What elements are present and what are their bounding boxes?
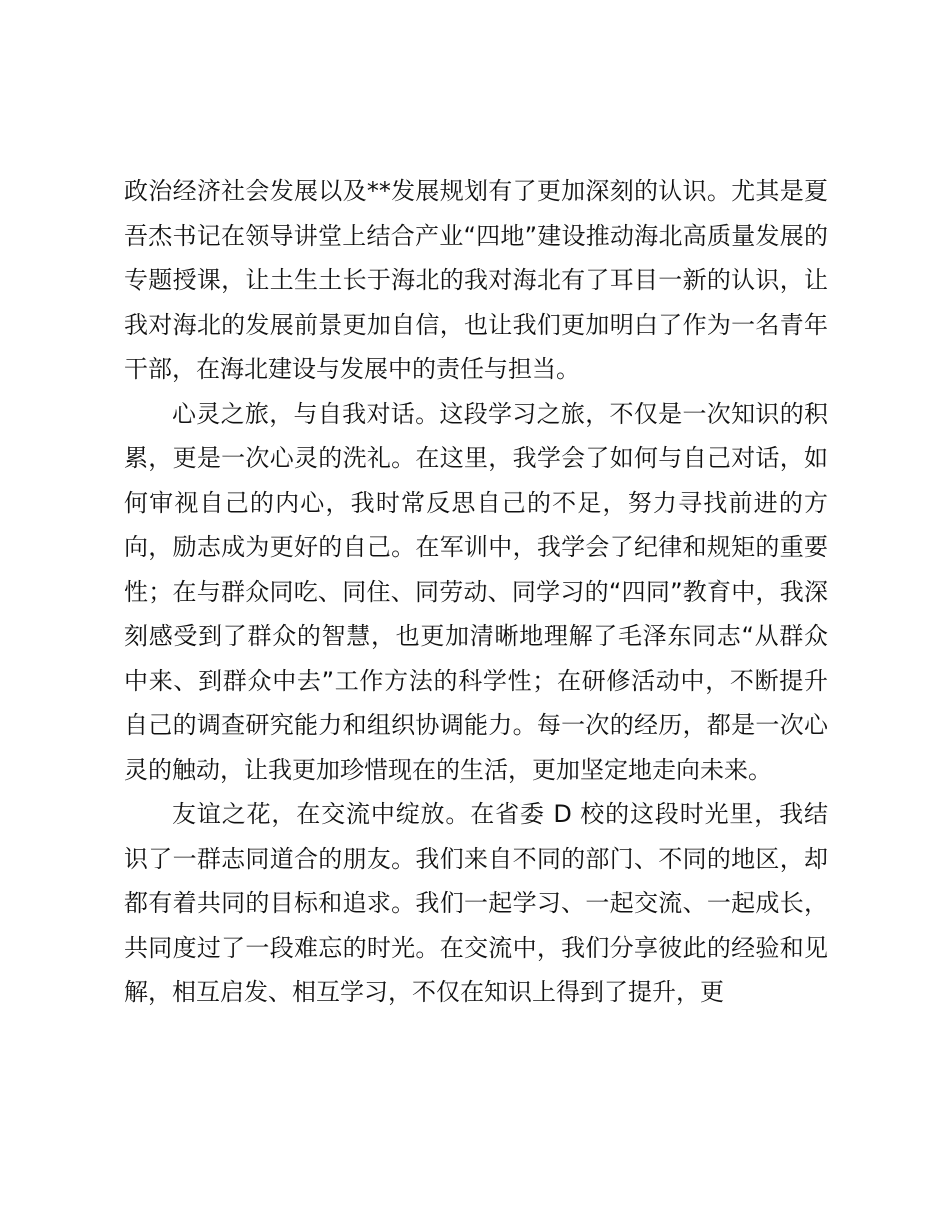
paragraph-friendship: 友谊之花，在交流中绽放。在省委 D 校的这段时光里，我结识了一群志同道合的朋友。我们来自不同的部门、不同的地区，却都有着共同的目标和追求。我们一起学习、一起交流、一起成长，共同度过了一段难忘的时光。在交流中，我们分享彼此的经验和见解，相互启发、相互学习，不仅在知识上得到了提升，更 (124, 800, 828, 1006)
document-body (124, 169, 828, 1015)
paragraph-spiritual-journey: 心灵之旅，与自我对话。这段学习之旅，不仅是一次知识的积累，更是一次心灵的洗礼。在这里，我学会了如何与自己对话，如何审视自己的内心，我时常反思自己的不足，努力寻找前进的方向，励志成为更好的自己。在军训中，我学会了纪律和规矩的重要性；在与群众同吃、同住、同劳动、同学习的“四同”教育中，我深刻感受到了群众的智慧，也更加清晰地理解了毛泽东同志“从群众中来、到群众中去”工作方法的科学性；在研修活动中，不断提升自己的调查研究能力和组织协调能力。每一次的经历，都是一次心灵的触动，让我更加珍惜现在的生活，更加坚定地走向未来。 (124, 399, 828, 784)
paragraph-continuation: 政治经济社会发展以及**发展规划有了更加深刻的认识。尤其是夏吾杰书记在领导讲堂上结合产业“四地”建设推动海北高质量发展的专题授课，让土生土长于海北的我对海北有了耳目一新的认识，让我对海北的发展前景更加自信，也让我们更加明白了作为一名青年干部，在海北建设与发展中的责任与担当。 (124, 177, 828, 383)
